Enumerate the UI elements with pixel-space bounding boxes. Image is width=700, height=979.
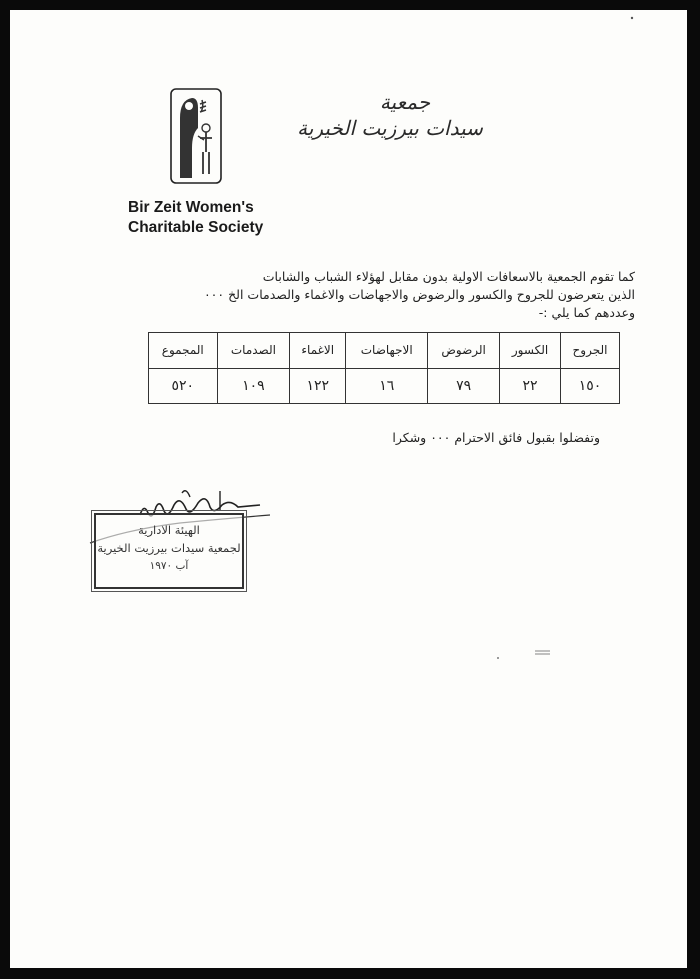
arabic-title-line1: جمعية [379,90,431,114]
table-values-row [149,368,620,404]
society-logo [170,88,222,184]
body-paragraph [135,268,635,322]
body-line-2: الذين يتعرضون للجروح والكسور والرضوض والاجهاضات والاغماء والصدمات الخ ٠٠٠ [203,287,635,302]
value-fractures: ٢٢ [500,368,561,404]
header-fractures: الكسور [500,333,561,369]
table-header-row [149,333,620,369]
body-line-3: وعددهم كما يلي :- [538,305,635,320]
value-bruises: ٧٩ [428,368,500,404]
header-miscarriages: الاجهاضات [346,333,428,369]
english-society-name [128,198,263,238]
document-page [10,10,687,968]
header-total: المجموع [149,333,218,369]
header-bruises: الرضوض [428,333,500,369]
stamp-line1: الهيئة الادارية [138,523,200,537]
stamp-line3: آب ١٩٧٠ [149,560,189,572]
administrative-stamp [94,513,244,589]
english-name-line1: Bir Zeit Women's [128,199,254,216]
value-miscarriages: ١٦ [346,368,428,404]
arabic-title-line2: سيدات بيرزيت الخيرية [297,116,483,140]
first-aid-stats-table [148,332,620,404]
value-total: ٥٢٠ [149,368,218,404]
english-name-line2: Charitable Society [128,219,264,236]
value-fainting: ١٢٢ [290,368,346,404]
closing-line: وتفضلوا بقبول فائق الاحترام ٠٠٠ وشكرا [392,430,600,445]
body-line-1: كما تقوم الجمعية بالاسعافات الاولية بدون مقابل لهؤلاء الشباب والشابات [262,269,635,284]
header-wounds: الجروح [561,333,620,369]
value-wounds: ١٥٠ [561,368,620,404]
value-shocks: ١٠٩ [217,368,290,404]
header-shocks: الصدمات [217,333,290,369]
header-fainting: الاغماء [290,333,346,369]
arabic-society-title [290,90,490,140]
stamp-line2: لجمعية سيدات بيرزيت الخيرية [97,541,241,555]
